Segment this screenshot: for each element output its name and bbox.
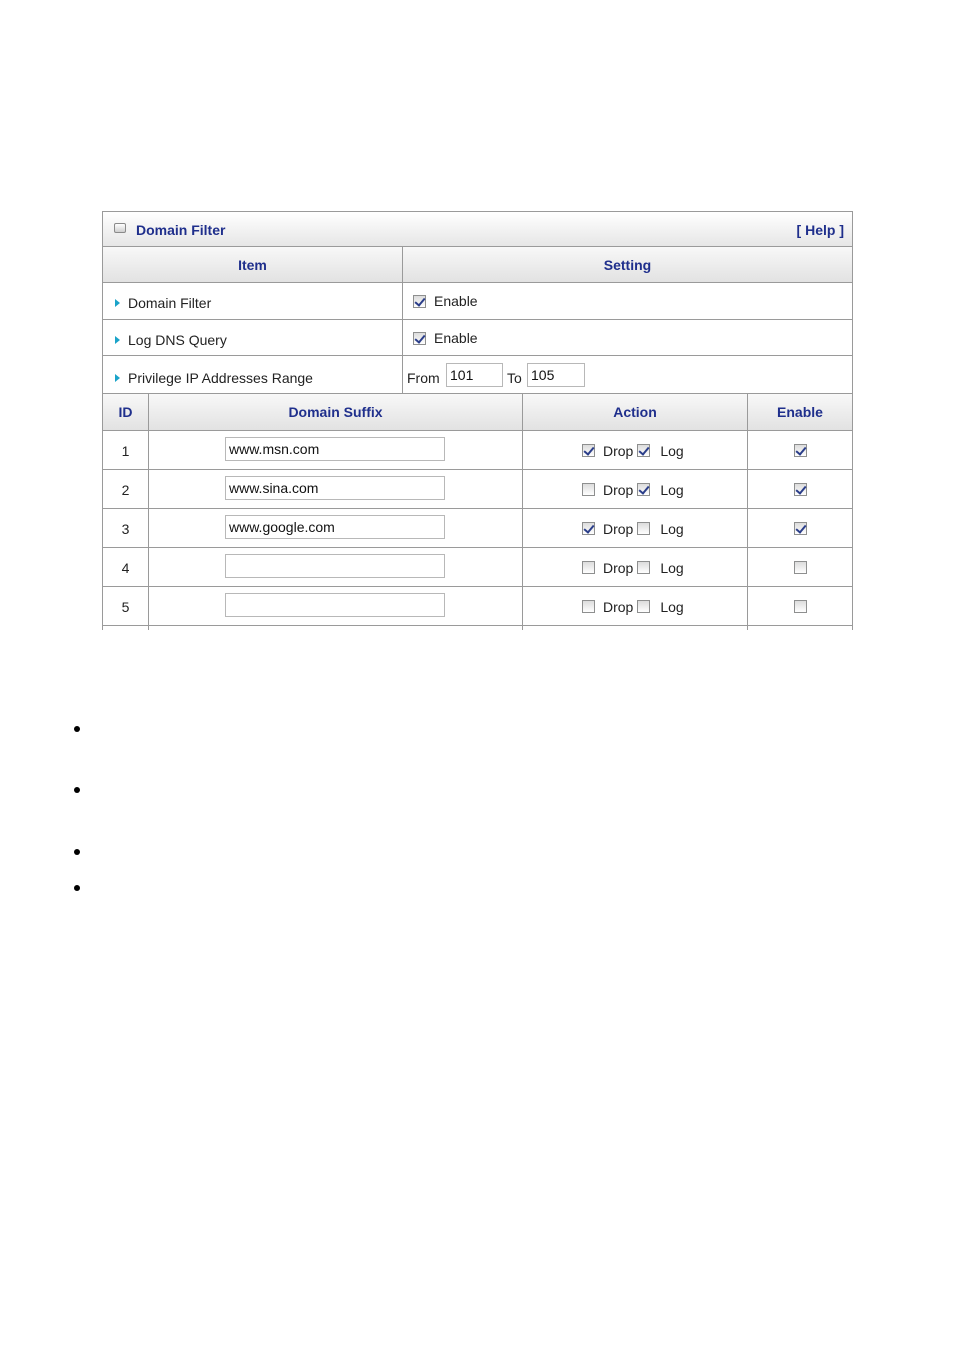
rule-enable [748, 509, 852, 548]
log-label: Log [660, 520, 684, 537]
bullet-point [74, 787, 80, 793]
setting-value-domain-filter [403, 283, 852, 319]
drop-label: Drop [603, 598, 634, 615]
rule-enable-checkbox[interactable] [794, 483, 807, 496]
setting-row-log-dns-query [103, 320, 402, 356]
log-checkbox[interactable] [637, 600, 650, 613]
log-label: Log [660, 442, 684, 459]
log-checkbox[interactable] [637, 444, 650, 457]
drop-label: Drop [603, 481, 634, 498]
setting-value-log-dns-query [403, 320, 852, 356]
header-domain-suffix: Domain Suffix [149, 394, 522, 430]
rule-action [523, 587, 747, 626]
rule-action [523, 509, 747, 548]
domain-filter-enable-checkbox[interactable] [413, 295, 426, 308]
domain-suffix-input[interactable] [225, 515, 445, 539]
rule-action [523, 470, 747, 509]
log-label: Log [660, 559, 684, 576]
log-label: Log [660, 481, 684, 498]
row-arrow-icon [115, 336, 120, 344]
panel-window-icon [114, 223, 126, 233]
setting-row-domain-filter [103, 283, 402, 319]
log-checkbox[interactable] [637, 522, 650, 535]
drop-label: Drop [603, 520, 634, 537]
rule-enable-checkbox[interactable] [794, 600, 807, 613]
log-label: Log [660, 598, 684, 615]
row-arrow-icon [115, 374, 120, 382]
bullet-point [74, 849, 80, 855]
bullet-point [74, 885, 80, 891]
bullet-point [74, 726, 80, 732]
domain-suffix-input[interactable] [225, 554, 445, 578]
rule-enable [748, 548, 852, 587]
rule-id: 2 [121, 481, 130, 498]
header-id: ID [103, 394, 148, 430]
header-setting: Setting [403, 247, 852, 282]
log-dns-query-enable-checkbox[interactable] [413, 332, 426, 345]
rule-enable [748, 587, 852, 626]
drop-label: Drop [603, 442, 634, 459]
rule-enable-checkbox[interactable] [794, 444, 807, 457]
header-enable: Enable [748, 394, 852, 430]
setting-label: Domain Filter [128, 295, 212, 311]
enable-label: Enable [434, 330, 478, 346]
range-to-input[interactable] [527, 363, 585, 387]
range-to-label: To [507, 369, 522, 386]
log-checkbox[interactable] [637, 561, 650, 574]
drop-checkbox[interactable] [582, 444, 595, 457]
rule-id: 1 [121, 442, 130, 459]
drop-checkbox[interactable] [582, 561, 595, 574]
help-link[interactable]: [ Help ] [796, 222, 844, 238]
range-from-label: From [407, 369, 440, 386]
enable-label: Enable [434, 293, 478, 309]
rule-enable [748, 431, 852, 470]
drop-checkbox[interactable] [582, 522, 595, 535]
header-action: Action [523, 394, 747, 430]
drop-label: Drop [603, 559, 634, 576]
drop-checkbox[interactable] [582, 483, 595, 496]
setting-label: Privilege IP Addresses Range [128, 369, 313, 386]
domain-suffix-input[interactable] [225, 476, 445, 500]
domain-suffix-input[interactable] [225, 437, 445, 461]
rule-action [523, 431, 747, 470]
log-checkbox[interactable] [637, 483, 650, 496]
rule-enable [748, 470, 852, 509]
rule-id: 3 [121, 520, 130, 537]
rule-enable-checkbox[interactable] [794, 522, 807, 535]
range-from-input[interactable] [446, 363, 503, 387]
rule-id: 5 [121, 598, 130, 615]
rule-enable-checkbox[interactable] [794, 561, 807, 574]
setting-label: Log DNS Query [128, 332, 227, 348]
panel-title: Domain Filter [136, 222, 226, 238]
rule-id: 4 [121, 559, 130, 576]
domain-suffix-input[interactable] [225, 593, 445, 617]
header-item: Item [103, 247, 402, 282]
drop-checkbox[interactable] [582, 600, 595, 613]
setting-row-ip-range [103, 356, 402, 393]
domain-filter-panel [102, 211, 853, 630]
panel-titlebar [103, 212, 852, 247]
row-arrow-icon [115, 299, 120, 307]
rule-action [523, 548, 747, 587]
